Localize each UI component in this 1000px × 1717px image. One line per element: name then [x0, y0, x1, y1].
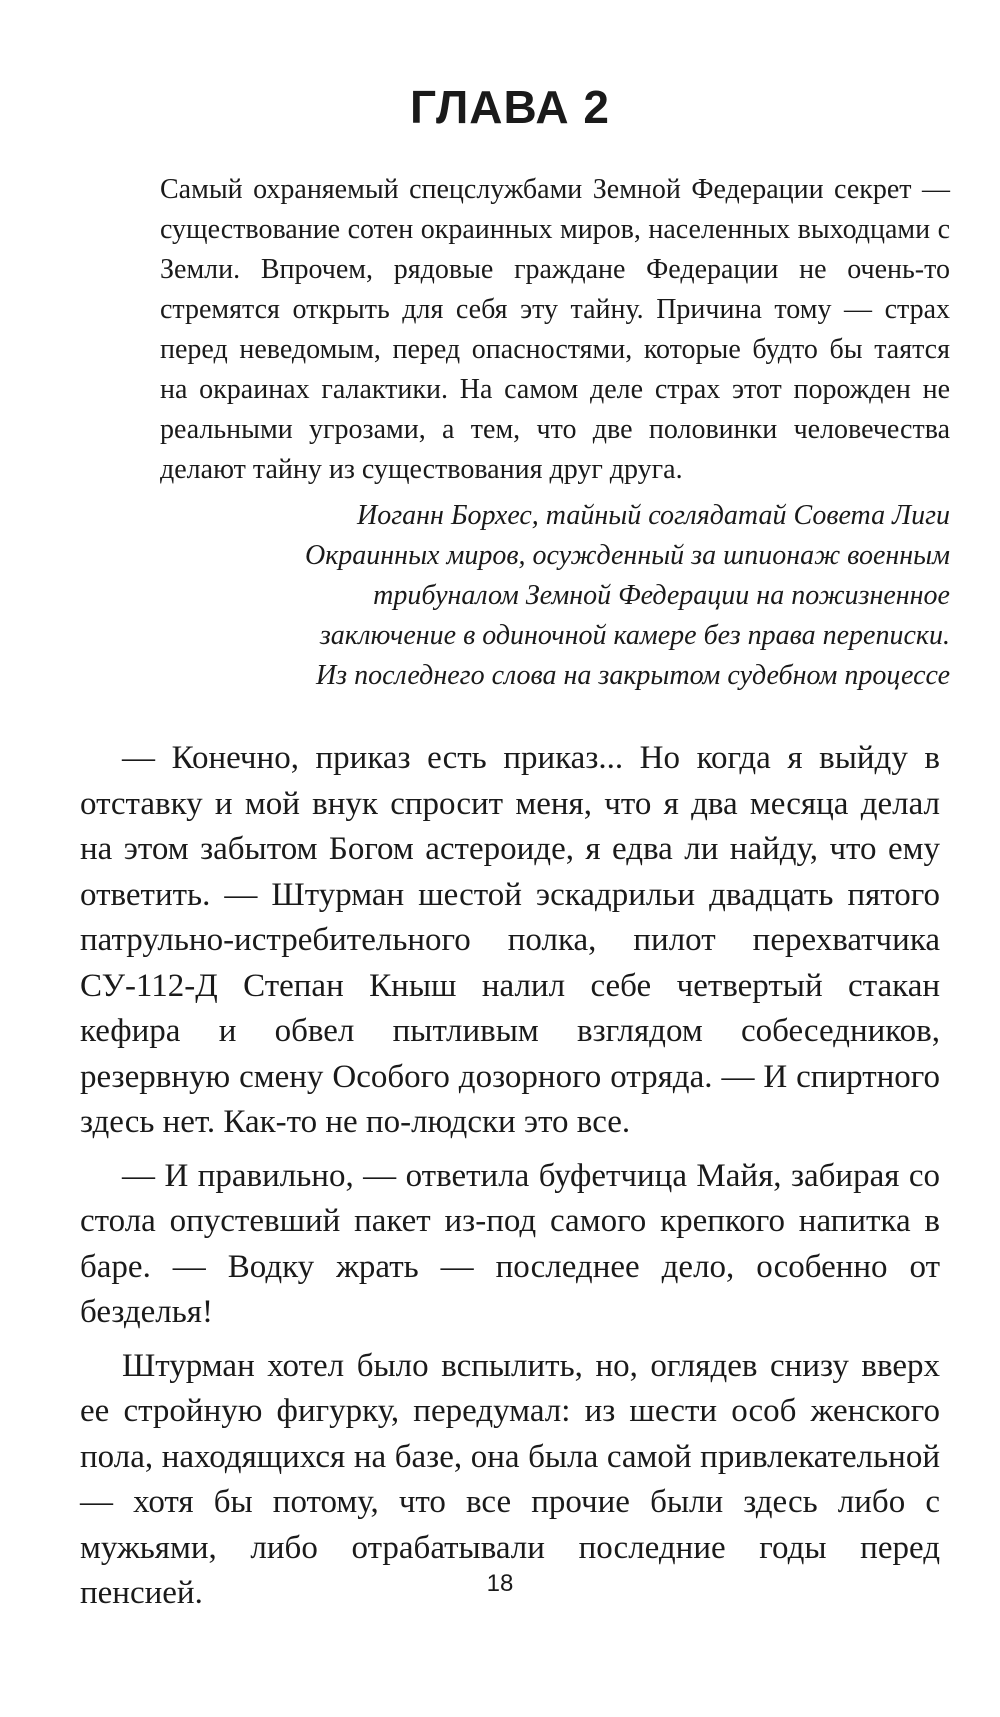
paragraph: — И правильно, — ответила буфетчица Майя, забирая со стола опустевший пакет из-под самого крепкого напитка в баре. — Водку жрать — последнее дело, особенно от безделья!: [80, 1157, 940, 1330]
paragraph: Штурман хотел было вспылить, но, оглядев снизу вверх ее стройную фигурку, передумал: из шести особ женского пола, находящихся на базе, она была самой привлекательной — хотя бы потому, что все прочие были здесь либо с мужьями, либо отрабатывали последние годы перед пенсией.: [80, 1347, 940, 1611]
attribution-line: Иоганн Борхес, тайный соглядатай Совета Лиги: [357, 500, 950, 531]
attribution-line: трибуналом Земной Федерации на пожизненное: [373, 580, 950, 611]
epigraph-text: Самый охраняемый спецслужбами Земной Федерации секрет — существование сотен окраинных миров, населенных выходцами с Земли. Впрочем, рядовые граждане Федерации не очень-то стремятся открыть для себя эту тайну. Причина тому — страх перед неведомым, перед опасностями, которые будто бы таятся на окраинах галактики. На самом деле страх этот порожден не реальными угрозами, а тем, что две половинки человечества делают тайну из существования друг друга.: [160, 174, 950, 485]
attribution-line: заключение в одиночной камере без права переписки.: [319, 620, 950, 651]
attribution-line: Из последнего слова на закрытом судебном процессе: [315, 660, 950, 691]
epigraph-attribution: [160, 496, 950, 696]
paragraph: — Конечно, приказ есть приказ... Но когда я выйду в отставку и мой внук спросит меня, что я два месяца делал на этом забытом Богом астероиде, я едва ли найду, что ему ответить. — Штурман шестой эскадрильи двадцать пятого патрульно-истребительного полка, пилот перехватчика СУ-112-Д Степан Кныш налил себе четвертый стакан кефира и обвел пытливым взглядом собеседников, резервную смену Особого дозорного отряда. — И спиртного здесь нет. Как-то не по-людски это все.: [80, 740, 940, 1140]
body-text: [80, 736, 940, 1617]
page-number: 18: [486, 1570, 514, 1597]
chapter-title: ГЛАВА 2: [410, 81, 610, 133]
attribution-line: Окраинных миров, осужденный за шпионаж военным: [304, 540, 950, 571]
epigraph: [160, 170, 950, 696]
